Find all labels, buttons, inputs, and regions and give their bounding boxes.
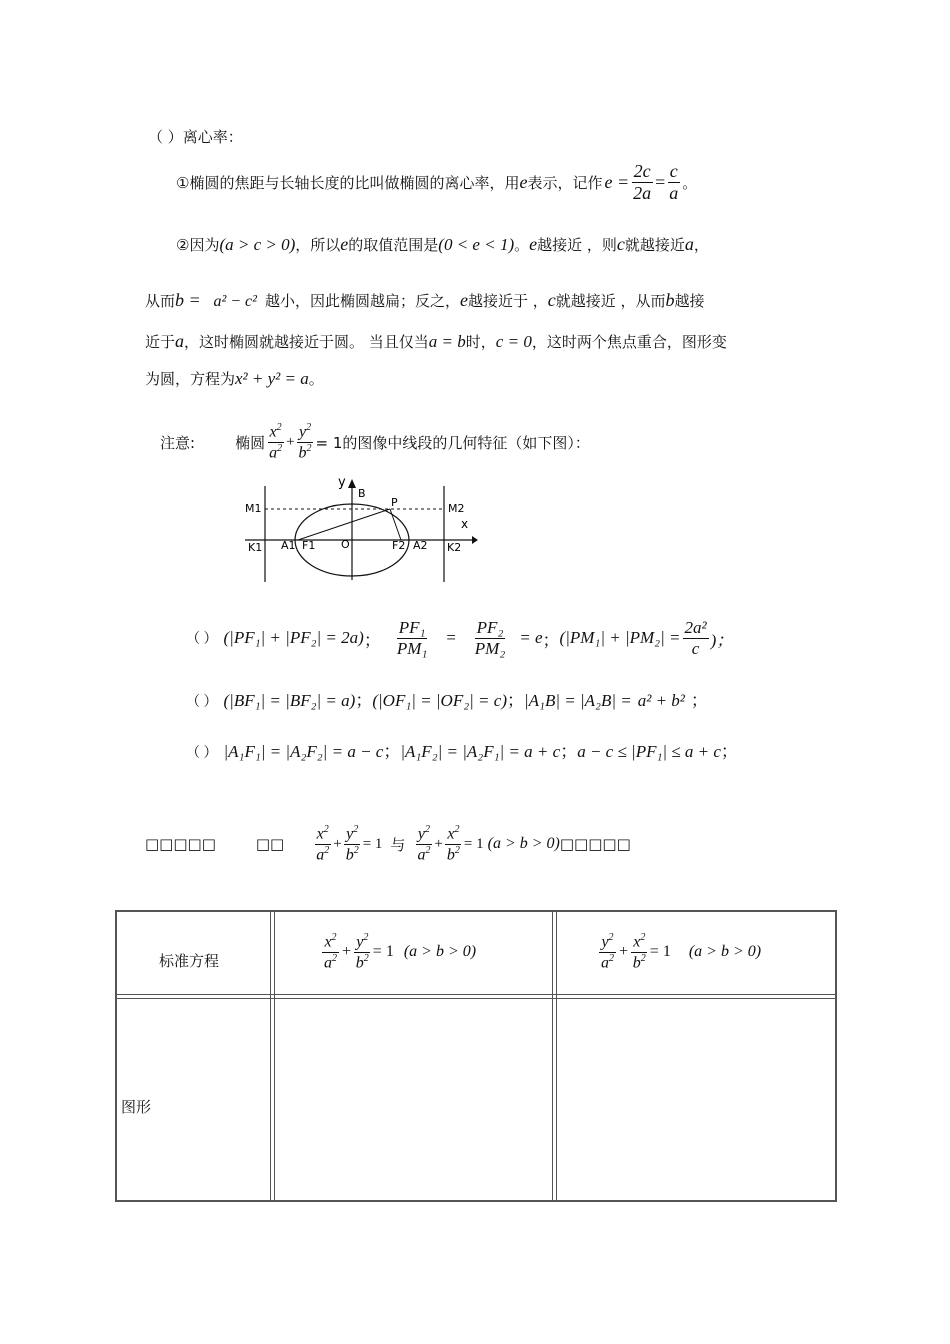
end: )； [710,630,734,650]
header-equation-1: $\frac{x^2}{a^2}$ + $\frac{y^2}{b^2}$ = 1 (a > b > 0) [324,932,477,972]
text: 越接近 ，则 [537,236,617,254]
frac-den: 2a [633,182,652,203]
eq-rhs: = 1 [649,943,671,961]
bullet: （ ） [186,632,218,647]
text: 为圆，方程为 [145,370,236,388]
text: 就越接近 [624,236,685,254]
text: ，所以 [295,236,341,254]
symbol-c: c [547,290,556,310]
label-O: O [341,538,350,551]
text: ， [693,236,709,254]
equals-sign: = [445,628,457,647]
fraction-x2-a2: $\frac{x^2}{a^2}$ [269,421,283,461]
frac-den: a [669,182,679,203]
eccentricity-range [176,234,709,255]
radicand: a² − c² [213,293,257,310]
symbol-c: c [616,234,625,254]
header-label: 标准方程 [159,952,220,970]
circle-equation: x² + y² = a [235,369,309,388]
sep: ； [542,630,560,650]
label-K1: K1 [248,541,263,554]
garbled-text: □□□□□ [559,835,631,853]
range: (0 < e < 1) [438,235,515,254]
label-P: P [391,496,398,509]
garbled-text: □□ [255,835,285,853]
note-label: 注意: [160,433,196,452]
ab-length: |A₁B| = |A₂B| = [523,691,632,710]
text: ，这时椭圆就越接近于圆。 当且仅当 [184,333,429,351]
symbol-e: e [459,290,468,310]
af-minus: |A₁F₁| = |A₂F₂| = a − c [223,742,384,761]
eq-rhs: = 1 [372,943,394,961]
e-equals: e = [604,171,630,192]
sep: ； [355,691,373,710]
text: 椭圆 [235,433,266,452]
table-divider [552,912,557,1200]
condition: (a > b > 0) [487,835,560,852]
note-line: 注意: 椭圆 $\frac{x^2}{a^2}$ + $\frac{y^2}{b^2}$ = 1的图像中线段的几何特征（如下图）： [160,421,590,461]
label-F2: F2 [392,539,406,552]
text: 越小，因此椭圆越扁；反之， [264,292,460,310]
text: 近于 [145,333,176,351]
sep: ； [560,742,578,761]
property-row-2 [186,686,708,711]
fraction-2a2-c: $\frac{\text{2a²}}{c}$ [684,617,707,658]
end: ； [690,691,708,710]
text: 就越接近 ，从而 [555,292,666,310]
bf-equals-a: (|BF₁| = |BF₂| = a) [223,691,356,710]
symbol-a: a [175,331,185,351]
eccentricity-definition [176,160,697,204]
section-heading: （ ）离心率： [148,128,243,146]
property-row-3 [186,737,738,762]
garbled-text: □□□□□ [145,835,216,853]
row-label-graph: 图形 [121,1098,152,1116]
ellipse-figure [240,476,480,586]
symbol-b: b [665,290,675,310]
label-K2: K2 [447,541,462,554]
label-y: y [338,476,346,490]
label-A1: A1 [281,539,296,552]
sep: ； [363,630,381,650]
sep: ； [383,742,401,761]
symbol-e: e [519,171,528,192]
table-divider [117,994,835,999]
text: ，这时两个焦点重合，图形变 [531,333,727,351]
header-equation-2: $\frac{y^2}{a^2}$ + $\frac{x^2}{b^2}$ = 1 (a > b > 0) [601,932,762,972]
paragraph-line-2 [145,290,705,311]
definition-text: ①椭圆的焦距与长轴长度的比叫做椭圆的离心率，用 [176,173,520,192]
definition-text-2: 表示，记作 [527,173,603,192]
equals-sign: = [655,171,666,192]
frac-num: 2c [633,160,651,181]
text: 。 [308,370,324,388]
equals-e: = e [519,628,543,647]
text: 越接 [674,292,705,310]
table-divider [270,912,275,1200]
label-A2: A2 [413,539,428,552]
b-equals: b = [175,290,201,310]
condition: (a > b > 0) [688,943,762,961]
condition: (a > c > 0) [219,235,296,254]
fraction-y2-b2: $\frac{y^2}{b^2}$ [298,421,312,461]
label-F1: F1 [302,539,316,552]
c-equals-zero: c = 0 [495,332,532,351]
paragraph-line-4 [145,368,324,389]
note-tail: = 1的图像中线段的几何特征（如下图）： [315,433,590,452]
symbol-a: a [684,234,694,254]
text: 越接近于 ， [467,292,548,310]
fraction-pf1-pm1: $\frac{\text{PF₁}}{\text{PM₁}}$ [396,617,428,658]
fraction-2c-2a [631,161,653,203]
radicand: a² + b² [637,691,685,710]
symbol-e: e [340,234,349,254]
symbol-e: e [529,234,538,254]
of-equals-c: (|OF₁| = |OF₂| = c) [372,691,507,710]
bullet: （ ） [186,746,218,761]
bullet: （ ） [186,695,218,710]
fraction-pf2-pm2: $\frac{\text{PF₂}}{\text{PM₂}}$ [474,617,506,658]
paragraph-line-3 [145,331,727,352]
end: ； [720,742,738,761]
comparison-table [115,910,837,1202]
fraction-c-a [667,161,680,203]
text: ②因为 [176,236,220,254]
period: 。 [682,173,698,192]
condition: (a > b > 0) [403,943,477,961]
label-x: x [461,517,469,531]
text: 从而 [145,292,176,310]
directrix-sum: (|PM₁| + |PM₂| = [559,628,681,647]
text: 的取值范围是 [348,236,439,254]
text: 时， [465,333,496,351]
label-M2: M2 [448,502,465,515]
text: 。 [514,236,530,254]
a-equals-b: a = b [428,332,466,351]
label-B: B [358,487,366,500]
sep: ； [506,691,524,710]
pf-range: a − c ≤ |PF₁| ≤ a + c [577,742,721,761]
with-word: 与 [390,835,406,854]
af-plus: |A₁F₂| = |A₂F₁| = a + c [400,742,561,761]
focal-sum: (|PF₁| + |PF₂| = 2a) [223,628,364,647]
frac-num: c [669,160,678,181]
property-row-1 [186,608,733,668]
label-M1: M1 [245,502,262,515]
comparison-line: □□□□□ □□ $\frac{x^2}{a^2}$ + $\frac{y^2}{b^2}$ = 1 与 $\frac{y^2}{a^2}$ + $\frac{x^2}{b^2}$ = 1 (a > b > 0) □□□□□ [145,823,631,863]
